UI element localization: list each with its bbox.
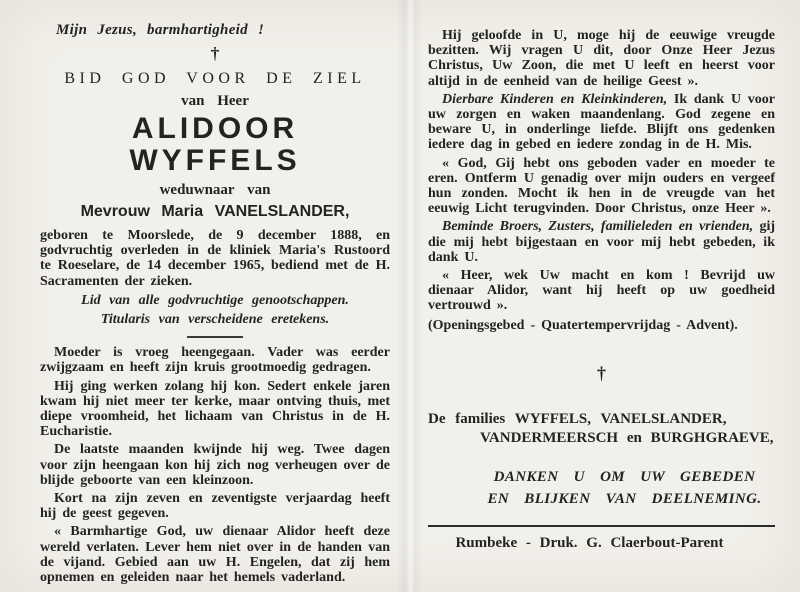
deceased-name: ALIDOOR WYFFELS [129,112,301,177]
prayer-paragraph: « Heer, wek Uw macht en kom ! Bevrijd uw dienaar Alidor, want hij heeft op uw goedheid vertrouwd ». [428,268,775,314]
printer-imprint: Rumbeke - Druk. G. Claerbout-Parent [455,534,724,551]
address-children-paragraph [428,92,775,153]
thanks-message [428,466,775,510]
biography-paragraph: Moeder is vroeg heengegaan. Vader was eerder zwijgzaam en heeft zijn kruis grootmoedig gedragen. [40,345,390,376]
dagger-cross-icon: † [210,44,220,63]
titles-line: Titularis van verscheidene eretekens. [100,312,330,328]
paragraph-rest: gij die mij hebt bijgestaan en voor mij hebt gebeden, ik dank U. [428,219,775,265]
birth-death-paragraph: geboren te Moorslede, de 9 december 1888, en godvruchtig overleden in de kliniek Maria's Rustoord te Roeselare, de 14 december 1965, bediend met de H. Sacramenten der zieken. [40,228,390,289]
prayer-paragraph: « Barmhartige God, uw dienaar Alidor heeft deze wereld verlaten. Lever hem niet over in de handen van de vijand. Gebied aan uw H. Engelen, dat zij hem opnemen en geleiden naar het hemels vaderland. [40,524,390,586]
page-fold [396,0,422,592]
biography-paragraph: Kort na zijn zeven en zeventigste verjaardag heeft hij de geest gegeven. [40,491,390,522]
prayer-paragraph: Hij geloofde in U, moge hij de eeuwige vreugde bezitten. Wij vragen U dit, door Onze Heer Jezus Christus, Uw Zoon, die met U leeft en heerst voor altijd in de eenheid van de heilige Geest ». [428,28,775,89]
left-page [40,16,390,585]
paragraph-lead: Beminde Broers, Zusters, familieleden en vrienden, [442,219,754,235]
paragraph-lead: Dierbare Kinderen en Kleinkinderen, [442,91,668,107]
biography-paragraph: Hij ging werken zolang hij kon. Sedert enkele jaren kwam hij niet meer ter kerke, maar ontving thuis, met diepe vroomheid, het lichaam van Christus in de H. Eucharistie. [40,378,390,440]
thanks-line: DANKEN U OM UW GEBEDEN [493,468,756,485]
families-line: VANDERMEERSCH en BURGHGRAEVE, [480,429,774,446]
spouse-name: Mevrouw Maria VANELSLANDER, [80,203,350,220]
thanks-line: EN BLIJKEN VAN DEELNEMING. [487,490,762,507]
paragraph-rest: Ik dank U voor uw zorgen en waken maandenlang. God zegene en beware U, in onderlinge liefde. Blijft ons gedenken iedere dag in gebed en iedere zondag in de H. Mis. [428,91,775,153]
right-page [428,16,775,552]
printer-divider [428,525,775,527]
prayer-heading: BID GOD VOOR DE ZIEL [64,70,366,87]
dagger-cross-icon: † [597,362,606,383]
membership-line: Lid van alle godvruchtige genootschappen. [81,292,349,308]
liturgy-source-note: (Openingsgebed - Quatertempervrijdag - Advent). [428,317,738,333]
prayer-paragraph: « God, Gij hebt ons geboden vader en moeder te eren. Ontferm U genadig over mijn ouders en vergeef hun zonden. Mocht ik hen in de vreugde van het eeuwig Licht terugvinden. Door Christus, onze Heer ». [428,155,775,217]
families-line: De families WYFFELS, VANELSLANDER, [428,410,727,427]
honorific-line: van Heer [181,93,249,109]
invocation-line: Mijn Jezus, barmhartigheid ! [56,22,265,38]
biography-paragraph: De laatste maanden kwijnde hij weg. Twee dagen voor zijn heengaan kon hij zich nog verheugen over de blijde geboorte van een kleinzoon. [40,442,390,488]
widower-line: weduwnaar van [159,182,271,198]
short-divider [187,336,243,338]
address-family-paragraph [428,219,775,265]
